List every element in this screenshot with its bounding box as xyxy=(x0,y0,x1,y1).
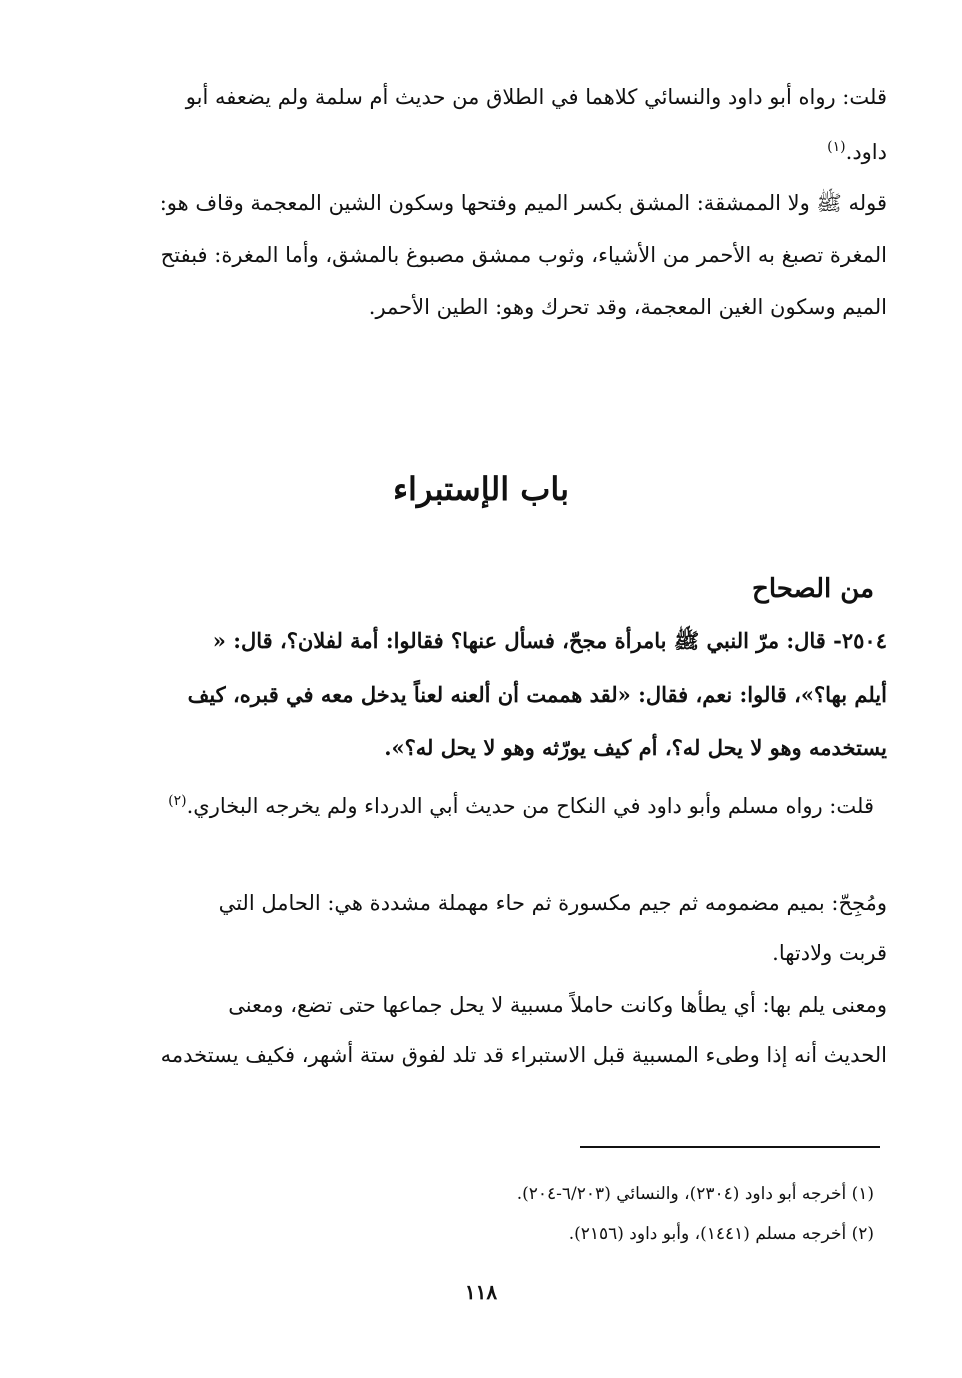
footnote-2: (٢) أخرجه مسلم (١٤٤١)، وأبو داود (٢١٥٦). xyxy=(568,1224,874,1244)
para1-line1: قلت: رواه أبو داود والنسائي كلاهما في الطلاق من حديث أم سلمة ولم يضعفه أبو xyxy=(185,85,887,109)
para1-line2 xyxy=(827,132,887,167)
para5-line2: الحديث أنه إذا وطىء المسبية قبل الاستبراء قد تلد لفوق ستة أشهر، فكيف يستخدمه xyxy=(160,1043,887,1067)
para1-line2-text: داود. xyxy=(845,140,887,164)
para3-text: قلت: رواه مسلم وأبو داود في النكاح من حديث أبي الدرداء ولم يخرجه البخاري. xyxy=(186,794,874,818)
hadith-line1: ٢٥٠٤- قال: مرّ النبي ﷺ بامرأة مجحّ، فسأل عنها؟ فقالوا: أمة لفلان؟، قال: « xyxy=(212,628,887,653)
hadith-line2: أيلم بها؟»، قالوا: نعم، فقال: «لقد هممت أن ألعنه لعناً يدخل معه في قبره، كيف xyxy=(187,682,887,707)
hadith-line3: يستخدمه وهو لا يحل له؟، أم كيف يورّثه وهو لا يحل له؟». xyxy=(384,735,887,760)
section-title: من الصحاح xyxy=(752,574,874,604)
para4-line2: قربت ولادتها. xyxy=(772,941,887,965)
footnote-1: (١) أخرجه أبو داود (٢٣٠٤)، والنسائي (٦/٢٠٣-٢٠٤). xyxy=(516,1184,874,1204)
para2-line2: المغرة تصبغ به الأحمر من الأشياء، وثوب ممشق مصبوغ بالمشق، وأما المغرة: فبفتح xyxy=(160,243,887,267)
para2-line1: قوله ﷺ ولا الممشقة: المشق بكسر الميم وفتحها وسكون الشين المعجمة وقاف هو: xyxy=(159,191,887,215)
para3-line1 xyxy=(168,786,874,821)
footnote-ref-2: (٢) xyxy=(168,793,187,809)
para4-line1: ومُجِحّ: بميم مضمومه ثم جيم مكسورة ثم حاء مهملة مشددة هي: الحامل التي xyxy=(218,891,887,915)
footnote-ref-1: (١) xyxy=(827,139,846,155)
footnote-divider xyxy=(580,1146,880,1148)
page-number: ١١٨ xyxy=(464,1280,498,1304)
para5-line1: ومعنى يلم بها: أي يطأها وكانت حاملاً مسبية لا يحل جماعها حتى تضع، ومعنى xyxy=(228,993,887,1017)
para2-line3: الميم وسكون الغين المعجمة، وقد تحرك وهو: الطين الأحمر. xyxy=(368,295,887,319)
chapter-title: باب الإستبراء xyxy=(392,470,570,508)
